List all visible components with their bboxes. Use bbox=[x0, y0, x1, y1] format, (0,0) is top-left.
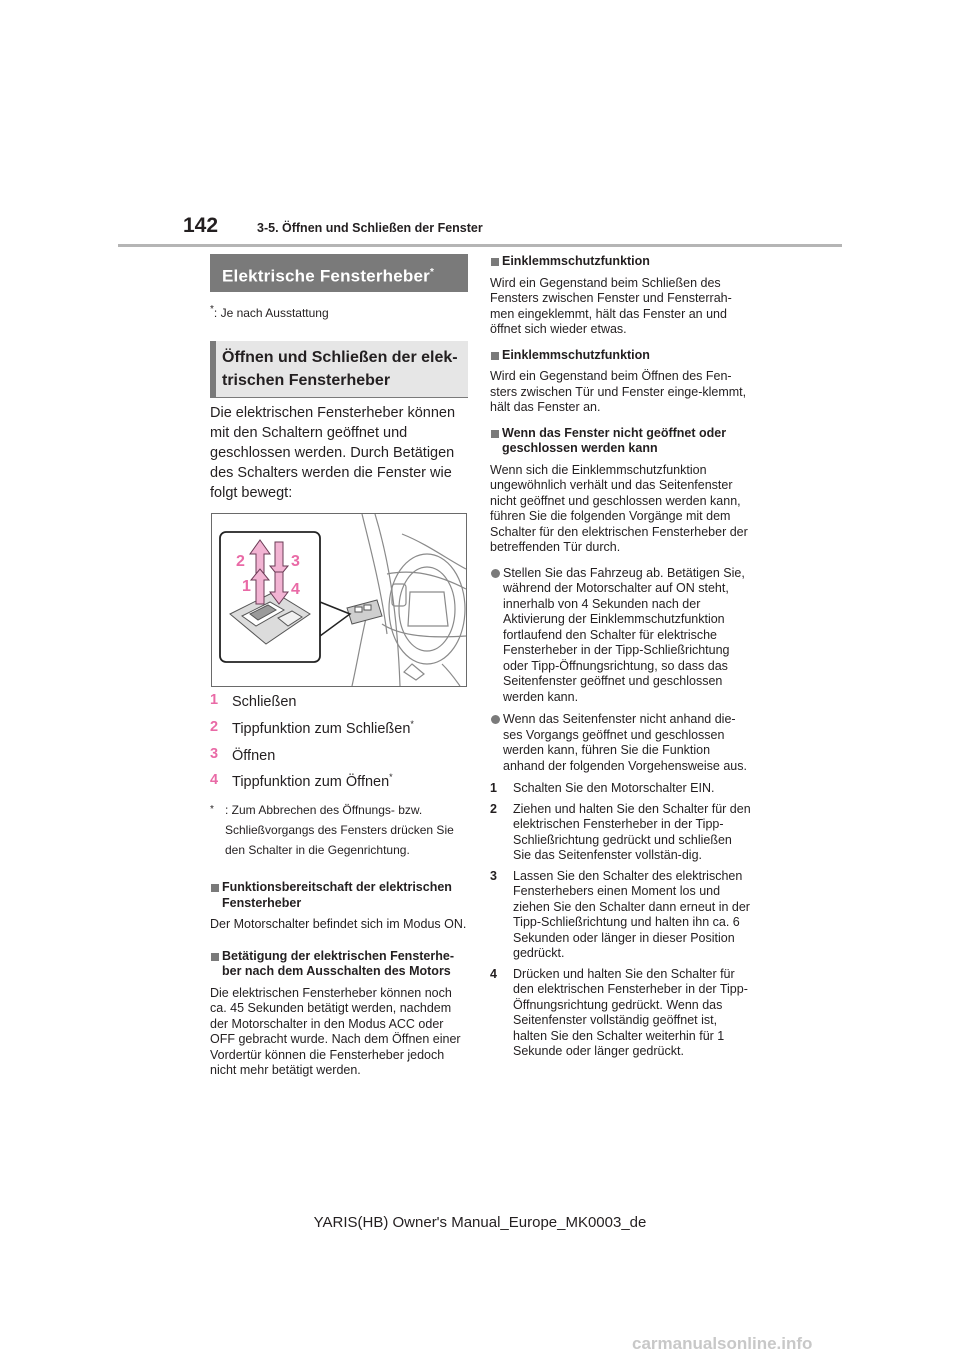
label-4: 4 bbox=[291, 581, 300, 598]
info-body: Wenn sich die Einklemmschutzfunktion ungewöhnlich verhält und das Seitenfenster nicht geöffnet und geschlossen werden kann, führen Sie die folgenden Vorgänge mit dem Schalter für den elektrischen Fensterheber der betreffenden Tür durch. bbox=[490, 462, 748, 554]
chapter-title-star: * bbox=[429, 267, 435, 278]
steering-wheel bbox=[389, 554, 465, 664]
window-switch-illustration bbox=[211, 513, 467, 687]
info-heading: Wenn das Fenster nicht geöffnet oder geschlossen werden kann bbox=[490, 426, 752, 457]
info-body: Die elektrischen Fensterheber können noch ca. 45 Sekunden betätigt werden, nachdem der Motorschalter in den Modus ACC oder OFF gebracht wurde. Nach dem Öffnen einer Vordertür können die Fensterheber jedoch nicht mehr betätigt werden. bbox=[210, 985, 461, 1077]
chapter-banner bbox=[210, 254, 468, 292]
right-info-sections bbox=[490, 254, 752, 1065]
illustration-svg bbox=[212, 514, 466, 686]
footer-text: YARIS(HB) Owner's Manual_Europe_MK0003_de bbox=[313, 1214, 647, 1231]
equipment-note: *: Je nach Ausstattung bbox=[210, 304, 329, 320]
label-1: 1 bbox=[242, 578, 251, 595]
info-heading: Funktionsbereitschaft der elektrischen Fensterheber bbox=[210, 880, 468, 911]
info-heading: Betätigung der elektrischen Fensterhe-ber nach dem Ausschalten des Motors bbox=[210, 949, 468, 980]
label-3: 3 bbox=[291, 553, 300, 570]
label-2: 2 bbox=[236, 553, 245, 570]
bullet-item: Stellen Sie das Fahrzeug ab. Betätigen Sie, während der Motorschalter auf ON steht, innerhalb von 4 Sekunden nach der Aktivierung der Einklemmschutzfunktion fortlaufend den Schalter für elektrische Fensterheber in der Tipp-Schließrichtung oder Tipp-Öffnungsrichtung, so dass das Seitenfenster geöffnet und geschlossen werden kann. bbox=[490, 566, 752, 706]
info-body: Der Motorschalter befindet sich im Modus ON. bbox=[210, 917, 467, 931]
info-body: Wird ein Gegenstand beim Schließen des Fensters zwischen Fenster und Fensterrah-men eingeklemmt, hält das Fenster an und öffnet sich wieder etwas. bbox=[490, 275, 732, 336]
dashboard-top-line bbox=[402, 534, 466, 569]
subsection-title: Öffnen und Schließen der elek-trischen Fensterheber bbox=[222, 349, 458, 389]
bullet-item: Wenn das Seitenfenster nicht anhand die-ses Vorgangs geöffnet und geschlossen werden kann, führen Sie die Funktion anhand der folgenden Vorgehensweise aus. bbox=[490, 712, 752, 774]
door-edge-line bbox=[375, 514, 400, 686]
info-heading: Einklemmschutzfunktion bbox=[490, 348, 752, 364]
subsection-banner bbox=[210, 341, 468, 397]
footnote: * : Zum Abbrechen des Öffnungs- bzw. Schließvorgangs des Fensters drücken Sie den Schalter in die Gegenrichtung. bbox=[210, 803, 454, 857]
subsection-rule bbox=[210, 397, 468, 398]
watermark: carmanualsonline.info bbox=[632, 1334, 813, 1353]
intro-text: Die elektrischen Fensterheber können mit den Schaltern geöffnet und geschlossen werden. Durch Betätigen des Schalters werden die Fenster wie folgt bewegt: bbox=[210, 405, 456, 501]
step-item: 1 Schalten Sie den Motorschalter EIN. bbox=[490, 781, 715, 795]
section-title: 3-5. Öffnen und Schließen der Fenster bbox=[257, 221, 483, 235]
chapter-title: Elektrische Fensterheber bbox=[222, 266, 430, 286]
step-item: 4 Drücken und halten Sie den Schalter für den elektrischen Fensterheber in der Tipp-Öffnungsrichtung gedrückt. Wenn das Seitenfenster vollständig geöffnet ist, halten Sie den Schalter weiterhin für 1 Sekunde oder länger gedrückt. bbox=[490, 966, 748, 1058]
page-number: 142 bbox=[183, 214, 219, 237]
info-heading: Einklemmschutzfunktion bbox=[490, 254, 752, 270]
header-divider bbox=[118, 244, 842, 247]
left-info-sections bbox=[210, 880, 468, 1087]
step-item: 2 Ziehen und halten Sie den Schalter für den elektrischen Fensterheber in der Tipp-Schließrichtung gedrückt und schließen Sie das Seitenfenster vollstän-dig. bbox=[490, 801, 751, 862]
info-body: Wird ein Gegenstand beim Öffnen des Fen-sters zwischen Tür und Fenster einge-klemmt, hält das Fenster an. bbox=[490, 369, 747, 414]
step-item: 3 Lassen Sie den Schalter des elektrischen Fensterhebers einen Moment los und ziehen Sie den Schalter dann erneut in der Tipp-Schließrichtung und halten ihn ca. 6 Sekunden oder länger in dieser Position gedrückt. bbox=[490, 868, 750, 960]
